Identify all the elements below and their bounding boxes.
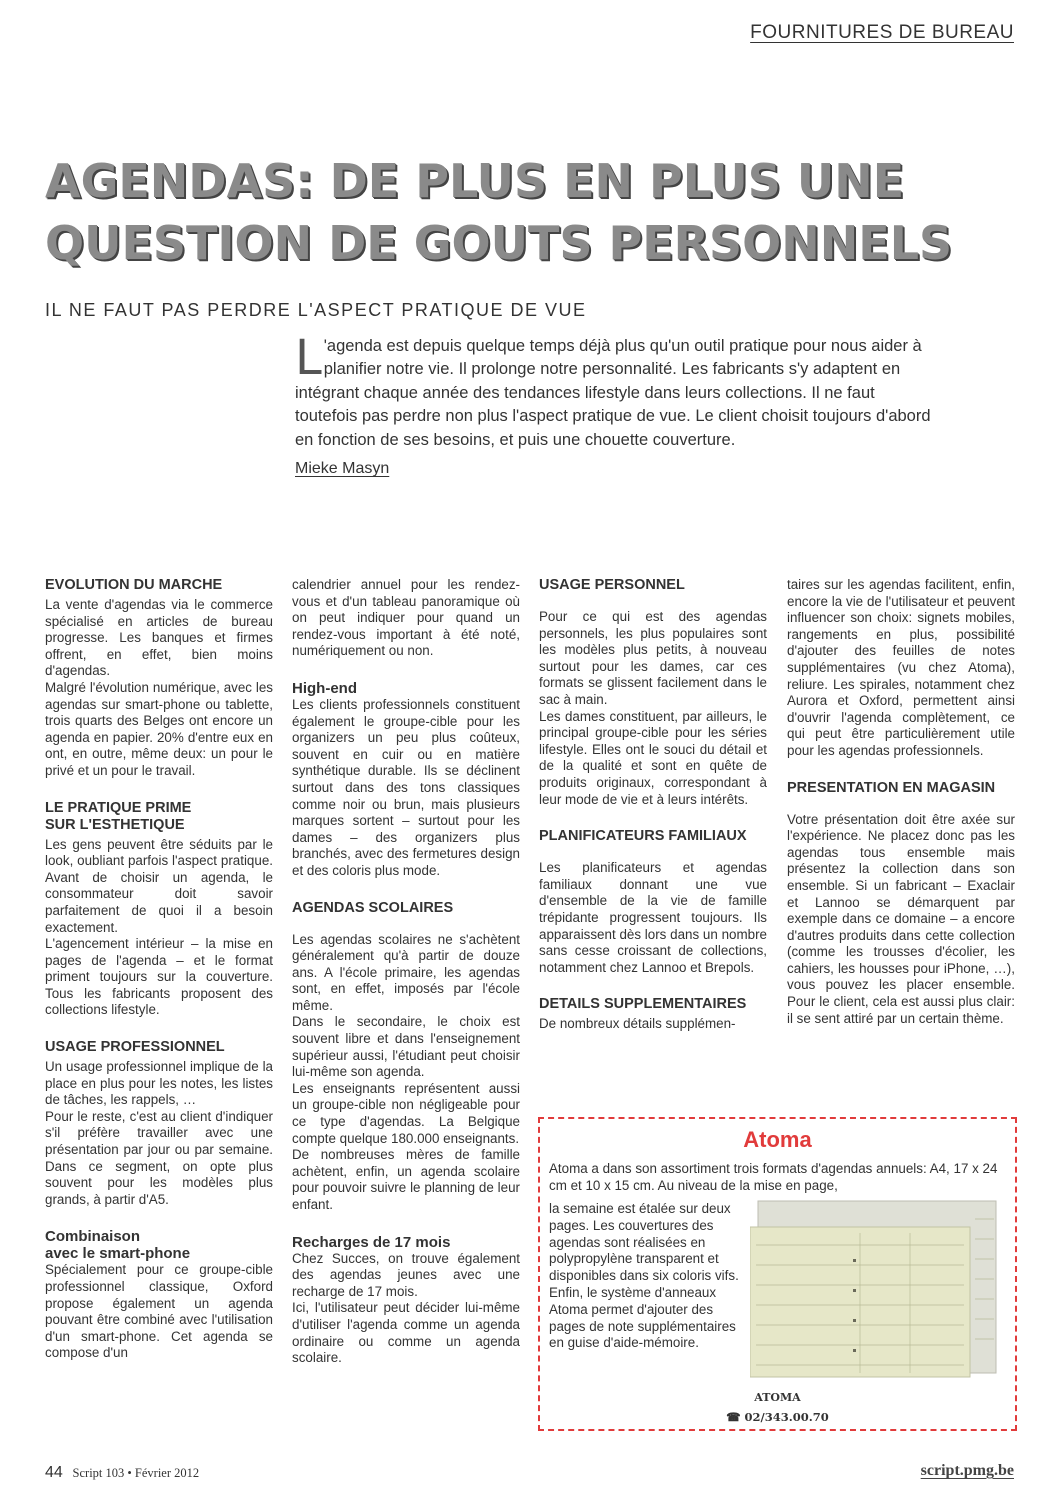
paragraph: Malgré l'évolution numérique, avec les agendas sur smart-phone ou tablette, trois quarts des Belges ont encore un agenda en papier. 20% d'entre eux en ont, en outre, même deux: un pour le privé et un pour le travail. bbox=[45, 679, 273, 778]
headline bbox=[45, 150, 1025, 274]
paragraph: Chez Succes, on trouve également des agendas jeunes avec une recharge de 17 mois. bbox=[292, 1250, 520, 1299]
paragraph: De nombreuses mères de famille achètent, enfin, un agenda scolaire pour pouvoir suivre le planning de leur enfant. bbox=[292, 1147, 520, 1212]
column-3 bbox=[539, 577, 767, 1033]
paragraph: Les enseignants représentent aussi un groupe-cible non négligeable pour ce type d'agendas. La Belgique compte quelque 180.000 enseignants. bbox=[292, 1080, 520, 1146]
heading-line: LE PRATIQUE PRIME bbox=[45, 799, 192, 816]
paragraph: De nombreux détails supplémen- bbox=[539, 1016, 736, 1032]
subheading-recharges: Recharges de 17 mois bbox=[292, 1233, 451, 1251]
paragraph: La vente d'agendas via le commerce spécialisé en articles de bureau progresse. Les banques et firmes offrent, en effet, bien moins d'agendas. bbox=[45, 597, 273, 679]
heading-pratique bbox=[45, 800, 273, 834]
drop-cap: L bbox=[295, 330, 322, 386]
subheading-combinaison bbox=[45, 1228, 273, 1262]
atoma-brand-name: ATOMA bbox=[754, 1391, 801, 1404]
headline-line-1: AGENDAS: DE PLUS EN PLUS UNE bbox=[45, 154, 905, 208]
heading-line: Combinaison bbox=[45, 1228, 141, 1246]
heading-presentation-magasin: PRESENTATION EN MAGASIN bbox=[787, 779, 996, 796]
agenda-product-image bbox=[750, 1199, 1000, 1379]
paragraph: taires sur les agendas facilitent, enfin, encore la vie de l'utilisateur et peuvent influencer son choix: signets mobiles, rangements en plus, possibilité d'ajouter des feuilles de notes supplémentaires (vu chez Atoma), reliure. Les spirales, notamment chez Aurora et Oxford, permettent ainsi d'ouvrir l'agenda complètement, ce qui peut être particulièrement utile pour les agendas professionnels. bbox=[787, 577, 1015, 758]
atoma-sidebar-box bbox=[538, 1117, 1017, 1431]
heading-evolution: EVOLUTION DU MARCHE bbox=[45, 577, 223, 593]
paragraph: Pour le reste, c'est au client d'indiquer s'il préfère travailler avec une présentation par jour ou par semaine. Dans ce segment, on opte plus souvent pour les modèles plus grands, à partir d'A5. bbox=[45, 1108, 273, 1207]
paragraph: calendrier annuel pour les rendez-vous et d'un tableau panoramique où on peut indiquer pour quand un rendez-vous important à été noté, numériquement ou non. bbox=[292, 577, 520, 659]
paragraph: Les agendas scolaires ne s'achètent généralement qu'à partir de douze ans. A l'école primaire, les agendas sont, en effet, imposés par l'école même. bbox=[292, 931, 520, 1013]
paragraph: Enfin, le système d'anneaux Atoma permet d'ajouter des pages de note supplémentaires en guise d'aide-mémoire. bbox=[549, 1284, 736, 1351]
paragraph: L'agencement intérieur – la mise en pages de l'agenda – et le format priment toujours sur la couverture. Tous les fabricants proposent des collections lifestyle. bbox=[45, 936, 273, 1018]
paragraph: Ici, l'utilisateur peut décider lui-même d'utiliser l'agenda comme un agenda ordinaire ou comme un agenda scolaire. bbox=[292, 1300, 520, 1366]
publication-info: Script 103 • Février 2012 bbox=[72, 1466, 200, 1480]
heading-details-supplementaires: DETAILS SUPPLEMENTAIRES bbox=[539, 996, 747, 1013]
page-number: 44 bbox=[45, 1464, 63, 1481]
heading-planificateurs-familiaux: PLANIFICATEURS FAMILIAUX bbox=[539, 828, 747, 845]
headline-line-2: QUESTION DE GOUTS PERSONNELS bbox=[45, 216, 953, 270]
heading-agendas-scolaires: AGENDAS SCOLAIRES bbox=[292, 899, 454, 916]
paragraph: Les clients professionnels constituent également le groupe-cible pour les organizers un peu plus coûteux, souvent en cuir ou en matière synthétique durable. Ils se déclinent surtout dans des tons classiques comme noir ou brun, mais plusieurs marques sortent – surtout pour les dames – des organizers plus branchés, avec des fermetures design et des coloris plus mode. bbox=[292, 696, 520, 878]
footer-page-info bbox=[45, 1464, 199, 1482]
heading-line: avec le smart-phone bbox=[45, 1245, 191, 1263]
paragraph: la semaine est étalée sur deux pages. Les couvertures des agendas sont réalisées en polypropylène transparent et disponibles dans six coloris vifs. bbox=[549, 1201, 739, 1284]
author-byline: Mieke Masyn bbox=[295, 460, 390, 477]
paragraph: Votre présentation doit être axée sur l'expérience. Ne placez donc pas les agendas tous ensemble mais présentez la collection dans son ensemble. Si un fabricant – Exaclair et Lannoo se démarquent par exemple dans ce domaine – a encore d'autres produits dans cette collection (comme les trousses d'écolier, les cahiers, les housses pour iPhone, …), vous pouvez les placer ensemble. Pour le client, cela est aussi plus clair: il se sent attiré par un certain thème. bbox=[787, 811, 1015, 1026]
paragraph: Pour ce qui est des agendas personnels, les plus populaires sont les modèles plus petits, à nouveau surtout pour les dames, car ces formats se glissent facilement dans le sac à main. bbox=[539, 609, 767, 707]
column-1 bbox=[45, 577, 273, 1362]
paragraph: Spécialement pour ce groupe-cible professionnel classique, Oxford propose également un agenda pouvant être combiné avec l'utilisation d'un smart-phone. Cet agenda se compose d'un bbox=[45, 1262, 273, 1361]
paragraph: Les dames constituent, par ailleurs, le principal groupe-cible pour les séries lifestyle. Elles ont le souci du détail et de la qualité et sont en quête de produits originaux, correspondant à leur mode de vie et à leurs intérêts. bbox=[539, 708, 767, 807]
paragraph: Un usage professionnel implique de la place en plus pour les notes, les listes de tâches, les rappels, … bbox=[45, 1059, 273, 1108]
intro-paragraph bbox=[295, 330, 935, 452]
atoma-body-text bbox=[549, 1201, 749, 1352]
section-tag: FOURNITURES DE BUREAU bbox=[750, 22, 1014, 43]
column-2 bbox=[292, 577, 520, 1367]
intro-text: 'agenda est depuis quelque temps déjà plus qu'un outil pratique pour nous aider à planifier notre vie. Il prolonge notre personnalité. Les fabricants s'y adaptent en intégrant chaque année des tendances lifestyle dans leurs collections. Il ne faut toutefois pas perdre non plus l'aspect pratique de vue. Le client choisit toujours d'abord en fonction de ses besoins, et puis une chouette couverture. bbox=[295, 337, 931, 449]
subheading-high-end: High-end bbox=[292, 679, 357, 697]
atoma-title: Atoma bbox=[743, 1127, 812, 1152]
atoma-phone: ☎ 02/343.00.70 bbox=[726, 1410, 829, 1424]
heading-usage-professionnel: USAGE PROFESSIONNEL bbox=[45, 1039, 225, 1056]
paragraph: Dans le secondaire, le choix est souvent libre et dans l'enseignement supérieur aussi, l'étudiant peut choisir lui-même son agenda. bbox=[292, 1014, 520, 1080]
subtitle: IL NE FAUT PAS PERDRE L'ASPECT PRATIQUE DE VUE bbox=[45, 300, 587, 320]
paragraph: Les planificateurs et agendas familiaux donnant une vue d'ensemble de la vie de famille trépidante progressent toujours. Ils apparaissent dès lors dans un nombre sans cesse croissant de collections, notamment chez Lannoo et Brepols. bbox=[539, 860, 767, 975]
heading-usage-personnel: USAGE PERSONNEL bbox=[539, 577, 685, 593]
column-4 bbox=[787, 577, 1015, 1027]
heading-line: SUR L'ESTHETIQUE bbox=[45, 816, 185, 833]
atoma-intro-text: Atoma a dans son assortiment trois formats d'agendas annuels: A4, 17 x 24 cm et 10 x 15 cm. Au niveau de la mise en page, bbox=[549, 1161, 998, 1193]
footer-website-link[interactable]: script.pmg.be bbox=[920, 1462, 1014, 1479]
paragraph: Les gens peuvent être séduits par le look, oubliant parfois l'aspect pratique. Avant de choisir un agenda, le consommateur doit savoir parfaitement de quoi il a besoin exactement. bbox=[45, 836, 273, 935]
